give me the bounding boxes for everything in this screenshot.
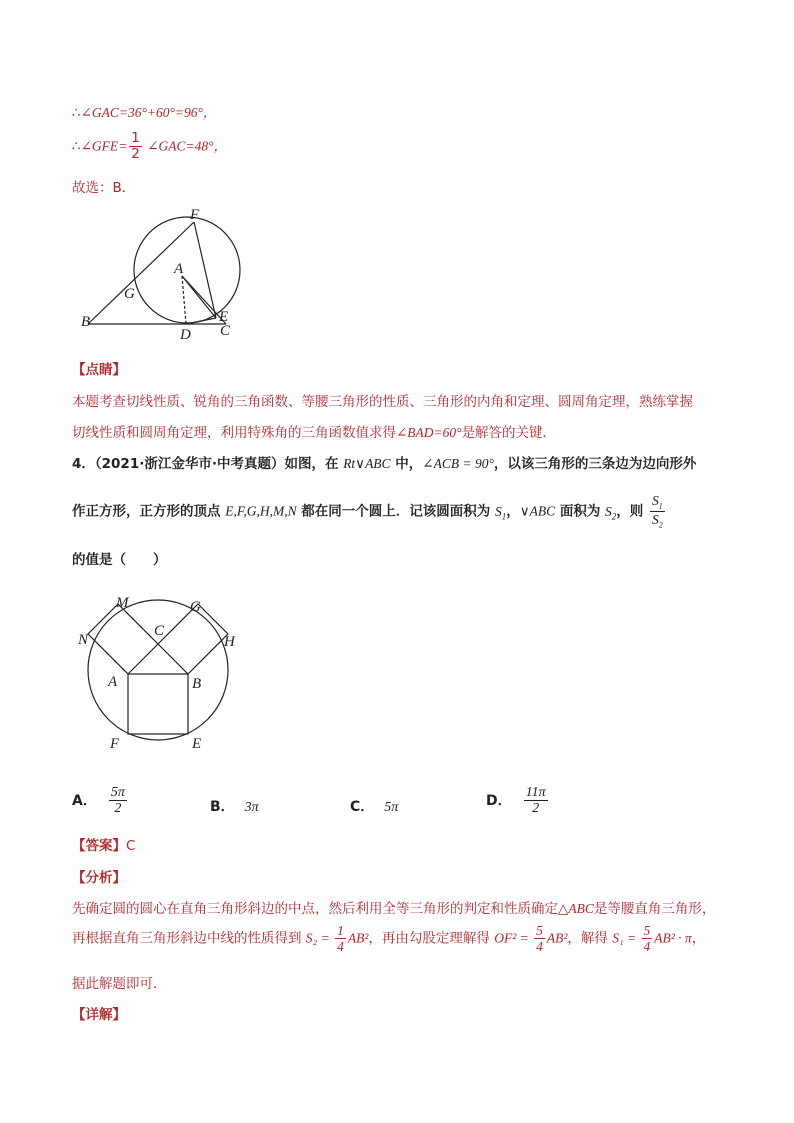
triangle-abc: △ABC — [558, 901, 594, 916]
eq3-fraction: $\frac{5}{4}$ — [643, 923, 651, 954]
figure1-label-f: F — [190, 207, 200, 223]
analysis-line-1 — [72, 897, 752, 917]
fraction-numerator: 1 — [131, 130, 140, 146]
comment-heading: 【点睛】 — [72, 362, 126, 378]
figure2-label-b: B — [192, 676, 202, 692]
eq2-lhs: OF² = — [494, 930, 533, 946]
half-fraction — [129, 132, 142, 161]
question-text: ， — [506, 503, 520, 520]
therefore-symbol: ∴ — [72, 138, 81, 155]
s2-symbol: $S_2$ — [605, 503, 617, 522]
question-text: 都在同一个圆上．记该圆面积为 — [296, 503, 495, 520]
analysis-text: 是等腰直角三角形， — [593, 901, 716, 917]
answer-heading: 【答案】 — [72, 838, 126, 854]
analysis-text: ， — [691, 930, 706, 947]
gfe-lhs: ∠GFE= — [80, 138, 128, 154]
eq3-rhs: AB² · π — [654, 930, 692, 946]
question-line-1 — [72, 452, 752, 472]
comment-text-c: 是解答的关键． — [461, 425, 557, 441]
figure1-label-c: C — [220, 323, 231, 339]
question-text: 中， — [390, 456, 423, 472]
eq2-rhs: AB² — [546, 930, 568, 946]
choice-line: 故选：B． — [72, 180, 136, 196]
gac-expression: ∠GAC=36°+60°=96°， — [80, 105, 217, 120]
eq1-fraction: $\frac{1}{4}$ — [337, 923, 344, 954]
analysis-text: 先确定圆的圆心在直角三角形斜边的中点，然后利用全等三角形的判定和性质确定 — [72, 901, 558, 917]
option-c-value: 5π — [384, 800, 399, 815]
figure1-segment-de — [186, 318, 216, 324]
option-b-value: 3π — [244, 800, 259, 815]
eq1-lhs: S₂ = — [305, 930, 334, 946]
figure1-label-b: B — [81, 314, 91, 330]
figure2-label-a: A — [108, 674, 118, 690]
solution-step-gac — [72, 101, 216, 121]
figure1-label-d: D — [180, 327, 191, 343]
figure1-circle — [134, 217, 240, 323]
question-text: 如图，在 — [284, 456, 344, 472]
option-b[interactable] — [210, 796, 259, 816]
option-b-label: B． — [210, 799, 235, 815]
question-text: ，则 — [616, 503, 648, 520]
eq2-fraction: $\frac{5}{4}$ — [536, 923, 543, 954]
figure2-label-c: C — [154, 623, 165, 639]
right-angle: ∠ACB = 90° — [422, 456, 494, 471]
figure2-label-m: M — [116, 595, 129, 611]
figure2-square-ab — [128, 674, 188, 734]
eq3-lhs: S₁ = — [612, 930, 640, 946]
s1-symbol: $S_1$ — [495, 503, 507, 522]
comment-line-1: 本题考查切线性质、锐角的三角函数、等腰三角形的性质、三角形的内角和定理、圆周角定理，熟练掌握 — [72, 394, 693, 410]
option-d[interactable] — [486, 786, 550, 816]
squares-circle-figure — [72, 588, 252, 758]
question-text: 面积为 — [555, 503, 606, 520]
figure2-circle — [88, 600, 228, 740]
figure2-label-f: F — [110, 736, 120, 752]
analysis-text: 再根据直角三角形斜边中线的性质得到 — [72, 930, 306, 947]
analysis-text: ，再由勾股定理解得 — [368, 930, 495, 947]
bad-angle: ∠BAD=60° — [396, 425, 462, 440]
figure1-segment-ad — [182, 276, 186, 324]
analysis-text: ，解得 — [567, 930, 613, 947]
figure2-label-h: H — [224, 634, 235, 650]
figure2-label-n: N — [78, 632, 89, 648]
question-line-3: 的值是（ ） — [72, 552, 167, 568]
figure2-label-e: E — [192, 736, 202, 752]
fraction-denominator: 2 — [131, 145, 140, 162]
figure2-label-g: G — [190, 599, 201, 615]
therefore-symbol: ∴ — [72, 105, 81, 121]
eq1-rhs: AB² — [347, 930, 369, 946]
figure1-label-e: E — [219, 309, 229, 325]
option-a[interactable] — [72, 786, 129, 816]
question-source: 4．（2021·浙江金华市·中考真题） — [72, 456, 285, 472]
figure1-label-g: G — [124, 286, 135, 302]
option-a-value: $\frac{5\pi}{2}$ — [110, 785, 125, 816]
question-line-2 — [72, 494, 762, 529]
comment-text-a: 切线性质和圆周角定理，利用特殊角的三角函数值求得 — [72, 425, 396, 441]
rt-triangle: Rt∨ABC — [343, 456, 391, 471]
option-d-label: D． — [486, 793, 512, 809]
analysis-line-3: 据此解题即可． — [72, 976, 167, 992]
analysis-line-2 — [72, 924, 762, 953]
solution-step-gfe — [72, 132, 227, 161]
option-d-value: $\frac{11\pi}{2}$ — [525, 785, 546, 816]
answer-value: C — [126, 838, 136, 854]
vertex-list: E,F,G,H,M,N — [225, 503, 297, 519]
figure2-square-ac — [88, 604, 158, 674]
answer-line — [72, 834, 135, 854]
option-c-label: C． — [350, 799, 375, 815]
figure1-label-a: A — [174, 261, 184, 277]
question-text: ，以该三角形的三条边为边向形外 — [493, 456, 697, 472]
circle-tangent-figure — [78, 205, 248, 345]
analysis-heading: 【分析】 — [72, 870, 126, 886]
comment-line-2 — [72, 421, 556, 441]
triangle-symbol: ∨ABC — [519, 503, 556, 519]
option-a-label: A． — [72, 793, 97, 809]
ratio-fraction: $\frac{S_1}{S_2}$ — [652, 493, 663, 530]
question-text: 作正方形，正方形的顶点 — [72, 503, 226, 520]
gfe-rhs: ∠GAC=48°， — [143, 138, 228, 154]
detail-heading: 【详解】 — [72, 1007, 126, 1023]
option-c[interactable] — [350, 796, 398, 816]
